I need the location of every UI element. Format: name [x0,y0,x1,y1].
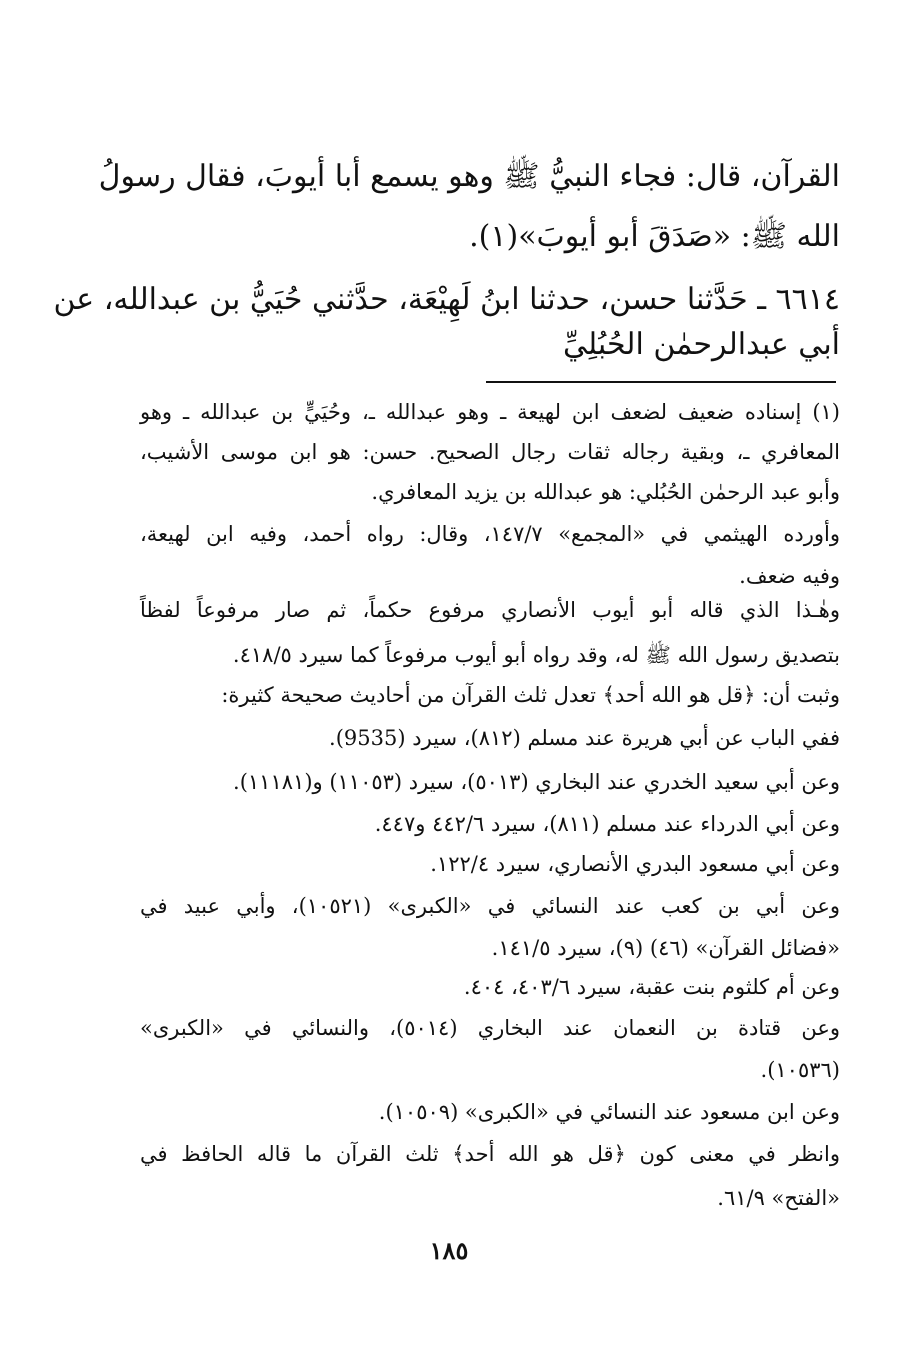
footnote-line: وعن ابن مسعود عند النسائي في «الكبرى» (١٠٥٠٩). [378,1100,840,1124]
footnote-line: «فضائل القرآن» (٤٦) (٩)، سيرد ١٤١/٥. [491,936,840,960]
main-text-line-2: الله ﷺ: «صَدَقَ أبو أيوبَ»(١). [469,219,840,254]
footnote-line: «الفتح» ٦١/٩. [717,1186,840,1210]
page-number: ١٨٥ [429,1236,469,1265]
footnote-line: وعن أبي سعيد الخدري عند البخاري (٥٠١٣)، سيرد (١١٠٥٣) و(١١١٨١). [233,770,840,794]
footnote-line: وعن أبي بن كعب عند النسائي في «الكبرى» (١٠٥٢١)، وأبي عبيد في [140,894,840,918]
footnote-line: وعن قتادة بن النعمان عند البخاري (٥٠١٤)، والنسائي في «الكبرى» [140,1016,840,1040]
hadith-6614-line-2: أبي عبدالرحمٰن الحُبُلِيِّ [562,327,840,362]
footnote-line: (١) إسناده ضعيف لضعف ابن لهيعة ـ وهو عبدالله ـ، وحُيَيٍّ بن عبدالله ـ وهو [140,400,840,424]
footnote-line: وأورده الهيثمي في «المجمع» ١٤٧/٧، وقال: رواه أحمد، وفيه ابن لهيعة، [140,522,840,546]
footnote-line: وفيه ضعف. [739,564,840,588]
footnote-line: (١٠٥٣٦). [760,1058,840,1082]
footnote-line: وهٰـذا الذي قاله أبو أيوب الأنصاري مرفوع حكماً، ثم صار مرفوعاً لفظاً [140,598,840,622]
footnote-line: وعن أبي الدرداء عند مسلم (٨١١)، سيرد ٤٤٢/٦ و٤٤٧. [374,812,840,836]
hadith-6614-line-1: ٦٦١٤ ـ حَدَّثنا حسن، حدثنا ابنُ لَهِيْعَة، حدَّثني حُيَيُّ بن عبدالله، عن [53,282,840,317]
footnote-line: وثبت أن: ﴿قل هو الله أحد﴾ تعدل ثلث القرآن من أحاديث صحيحة كثيرة: [221,683,840,707]
footnote-line: وعن أبي مسعود البدري الأنصاري، سيرد ١٢٢/٤. [430,852,840,876]
footnote-line: بتصديق رسول الله ﷺ له، وقد رواه أبو أيوب مرفوعاً كما سيرد ٤١٨/٥. [232,643,840,667]
footnote-line: وعن أم كلثوم بنت عقبة، سيرد ٤٠٣/٦، ٤٠٤. [463,975,840,999]
footnote-line: وانظر في معنى كون ﴿قل هو الله أحد﴾ ثلث القرآن ما قاله الحافظ في [140,1142,840,1166]
footnote-line: وأبو عبد الرحمٰن الحُبُلي: هو عبدالله بن يزيد المعافري. [371,480,840,504]
main-text-line-1: القرآن، قال: فجاء النبيُّ ﷺ وهو يسمع أبا أيوبَ، فقال رسولُ [98,159,840,194]
footnote-line: المعافري ـ، وبقية رجاله ثقات رجال الصحيح. حسن: هو ابن موسى الأشيب، [140,440,840,464]
footnote-separator [486,381,836,383]
footnote-line: ففي الباب عن أبي هريرة عند مسلم (٨١٢)، سيرد (9535). [329,726,840,750]
